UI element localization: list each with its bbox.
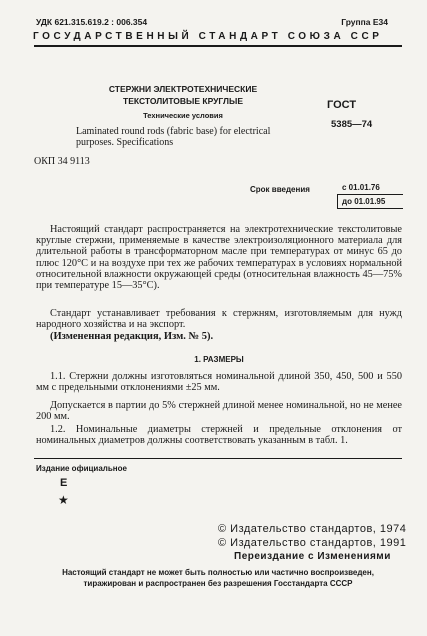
effective-to: до 01.01.95 bbox=[342, 197, 386, 206]
paragraph-scope-text: Настоящий стандарт распространяется на электротехнические текстолитовые круглые стержни, применяемые в качестве электроизоляционного материала для длительной работы в трансформаторном масле при температурах от минус 65 до плюс 120°С и на воздухе при тех же рабочих температурах в условиях нормальной относительной влажности окружающей среды (относительная влажность 45—75% при температуре 15—35°С). bbox=[36, 224, 402, 292]
reproduction-notice-line2: тиражирован и распространен без разрешения Госстандарта СССР bbox=[83, 579, 353, 588]
date-box-bottom bbox=[337, 208, 403, 209]
paragraph-requirements bbox=[36, 308, 402, 330]
clause-1-1-text: 1.1. Стержни должны изготовляться номинальной длиной 350, 450, 500 и 550 мм с предельными отклонениями ±25 мм. bbox=[36, 371, 402, 394]
footer-rule bbox=[34, 458, 402, 459]
standard-header: ГОСУДАРСТВЕННЫЙ СТАНДАРТ СОЮЗА ССР bbox=[33, 31, 383, 42]
header-rule bbox=[34, 45, 402, 47]
clause-1-2 bbox=[36, 424, 402, 446]
clause-1-1 bbox=[36, 371, 402, 393]
reproduction-notice-line1: Настоящий стандарт не может быть полностью или частично воспроизведен, bbox=[62, 568, 374, 577]
amendment-note: (Измененная редакция, Изм. № 5). bbox=[50, 331, 214, 342]
gost-number: 5385—74 bbox=[331, 119, 373, 130]
star-icon: ★ bbox=[58, 493, 69, 507]
english-title: Laminated round rods (fabric base) for electrical purposes. Specifications bbox=[76, 126, 271, 148]
document-subtitle: Технические условия bbox=[143, 111, 223, 120]
clause-1-1-tolerance-text: Допускается в партии до 5% стержней длиной менее номинальной, но не менее 200 мм. bbox=[36, 400, 402, 423]
paragraph-scope bbox=[36, 224, 402, 291]
gost-label: ГОСТ bbox=[327, 99, 357, 111]
section-heading: 1. РАЗМЕРЫ bbox=[194, 355, 244, 364]
copyright-1974: © Издательство стандартов, 1974 bbox=[218, 523, 407, 535]
group-code: Группа Е34 bbox=[341, 17, 388, 27]
effective-from: с 01.01.76 bbox=[342, 183, 380, 192]
clause-1-1-tolerance bbox=[36, 400, 402, 422]
document-title-line1: СТЕРЖНИ ЭЛЕКТРОТЕХНИЧЕСКИЕ bbox=[108, 84, 258, 94]
copyright-1991: © Издательство стандартов, 1991 bbox=[218, 537, 407, 549]
official-edition-label: Издание официальное bbox=[36, 464, 127, 473]
document-title-line2: ТЕКСТОЛИТОВЫЕ КРУГЛЫЕ bbox=[123, 96, 243, 106]
udk-code: УДК 621.315.619.2 : 006.354 bbox=[36, 17, 148, 27]
clause-1-2-text: 1.2. Номинальные диаметры стержней и предельные отклонения от номинальных диаметров должны соответствовать указанным в табл. 1. bbox=[36, 424, 402, 447]
edition-letter: Е bbox=[60, 477, 68, 489]
date-box-side bbox=[337, 194, 338, 208]
date-box-divider bbox=[337, 194, 403, 195]
reissue-note: Переиздание с Изменениями bbox=[234, 551, 391, 562]
paragraph-requirements-text: Стандарт устанавливает требования к стержням, изготовляемым для нужд народного хозяйства и на экспорт. bbox=[36, 308, 402, 331]
effective-date-label: Срок введения bbox=[250, 185, 310, 194]
okp-code: ОКП 34 9113 bbox=[34, 156, 90, 167]
